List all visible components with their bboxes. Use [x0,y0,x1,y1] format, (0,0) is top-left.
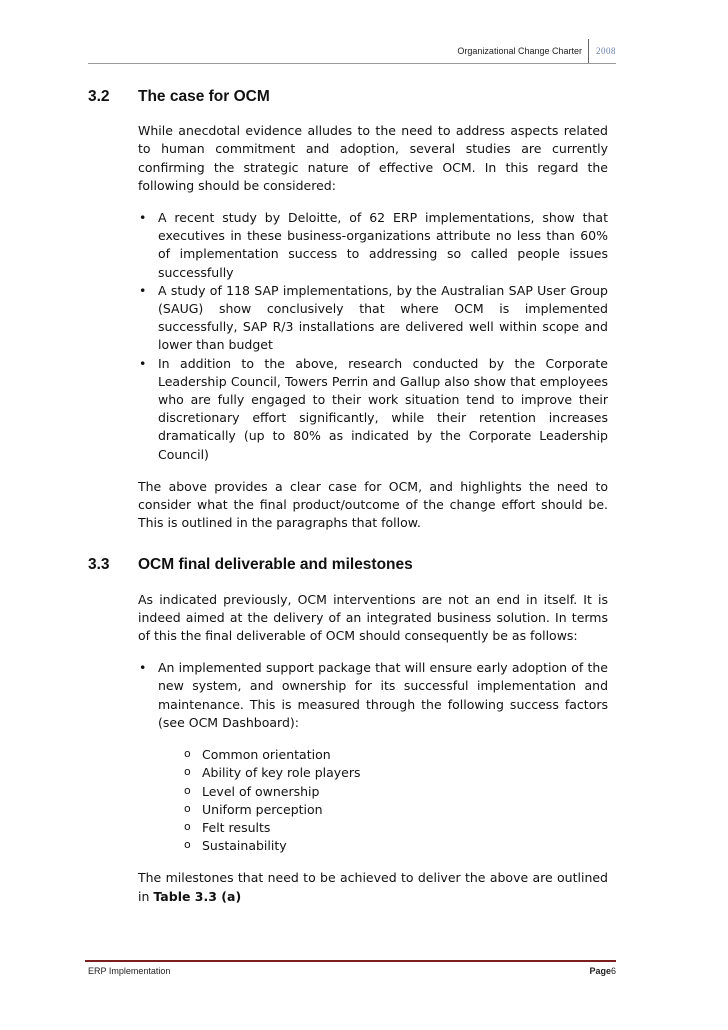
section-number: 3.3 [88,556,110,574]
success-factor-item: o Sustainability [184,837,608,855]
bullet-list [138,659,608,855]
success-factor-item: o Uniform perception [184,801,608,819]
closing-text: The milestones that need to be achieved to deliver the above are outlined in [138,870,608,904]
success-factor-list [184,746,608,855]
section-body-3-3 [138,591,608,906]
paragraph [138,869,608,905]
table-reference: Table 3.3 (a) [153,888,242,904]
section-title: OCM final deliverable and milestones [138,556,413,574]
section-title: The case for OCM [138,88,270,105]
bullet-item: • A recent study by Deloitte, of 62 ERP implementations, show that executives in these business-organizations attribute no less than 60% of implementation success to addressing so called people issues successfully [138,209,608,282]
document-body [88,88,608,920]
header-title: Organizational Change Charter [457,46,582,56]
bullet-list [138,209,608,464]
success-factor-item: o Felt results [184,819,608,837]
page-header [457,39,616,63]
section-heading-3-3 [88,556,608,574]
section-number: 3.2 [88,88,110,105]
page-footer [88,966,616,976]
page-number: 6 [610,966,616,976]
success-factor-item: o Common orientation [184,746,608,764]
bullet-text: An implemented support package that will ensure early adoption of the new system, and ownership for its successful implementation and maintenance. This is measured through the following success factors (see OCM Dashboard): [158,660,608,730]
section-body-3-2 [138,122,608,532]
bullet-item [138,659,608,855]
bullet-item: • In addition to the above, research conducted by the Corporate Leadership Council, Towers Perrin and Gallup also show that employees who are fully engaged to their work situation tend to improve their discretionary effort significantly, while their retention increases dramatically (up to 80% as indicated by the Corporate Leadership Council) [138,355,608,464]
success-factor-item: o Level of ownership [184,783,608,801]
page-indicator [589,966,616,976]
footer-rule [85,960,616,962]
bullet-item: • A study of 118 SAP implementations, by the Australian SAP User Group (SAUG) show conclusively that where OCM is implemented successfully, SAP R/3 installations are delivered well within scope and lower than budget [138,282,608,355]
success-factor-item: o Ability of key role players [184,764,608,782]
header-rule [88,63,616,64]
paragraph: As indicated previously, OCM interventions are not an end in itself. It is indeed aimed at the delivery of an integrated business solution. In terms of this the final deliverable of OCM should consequently be as follows: [138,591,608,644]
section-heading-3-2 [88,88,608,106]
paragraph: The above provides a clear case for OCM, and highlights the need to consider what the final product/outcome of the change effort should be. This is outlined in the paragraphs that follow. [138,478,608,531]
paragraph: While anecdotal evidence alludes to the need to address aspects related to human commitment and adoption, several studies are currently confirming the strategic nature of effective OCM. In this regard the following should be considered: [138,123,608,193]
header-year: 2008 [596,46,616,56]
page-label: Page [589,966,611,976]
footer-title: ERP Implementation [88,966,171,976]
